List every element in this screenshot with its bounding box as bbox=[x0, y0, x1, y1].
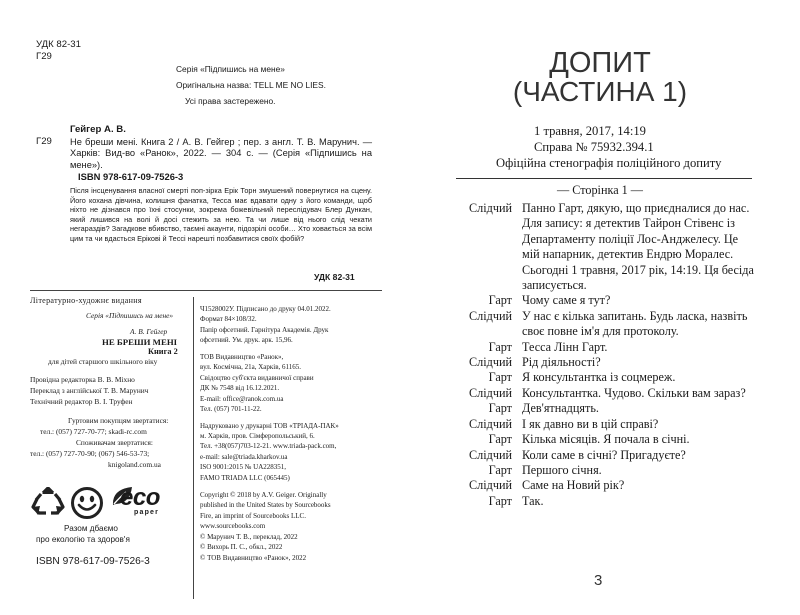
isbn-line: ISBN 978-617-09-7526-3 bbox=[78, 171, 184, 182]
transcript-divider bbox=[456, 178, 752, 179]
credit-translator: Переклад з англійської Т. В. Марунич bbox=[30, 386, 149, 395]
copyright-line-6: © Вихорь П. С., обкл., 2022 bbox=[200, 543, 283, 551]
speaker-label: Слідчий bbox=[469, 447, 512, 462]
case-line: Справа № 75932.394.1 bbox=[534, 140, 654, 154]
publisher-line-2: вул. Космічна, 21а, Харків, 61165. bbox=[200, 363, 302, 371]
speaker-label: Гарт bbox=[488, 293, 512, 308]
eco-logo-text: eco bbox=[120, 484, 160, 511]
utterance-text: Кілька місяців. Я почала в січні. bbox=[522, 432, 690, 447]
utterance-text: Так. bbox=[522, 493, 544, 508]
printer-line-4: e-mail: sale@triada.kharkov.ua bbox=[200, 453, 288, 461]
horizontal-divider bbox=[30, 290, 382, 291]
dialog-row bbox=[408, 494, 758, 509]
speaker-label: Слідчий bbox=[469, 355, 512, 370]
dialog-row bbox=[408, 201, 758, 293]
dialog-row bbox=[408, 370, 758, 385]
utterance-text: Я консультантка із соцмереж. bbox=[522, 370, 676, 385]
dialog-row bbox=[408, 340, 758, 355]
imprint-line-1: Ч1528002У. Підписано до друку 04.01.2022. bbox=[200, 305, 331, 313]
credit-editor: Провідна редакторка В. В. Міхно bbox=[30, 375, 135, 384]
udk-top: УДК 82-31 bbox=[36, 39, 81, 50]
utterance-text: Чому саме я тут? bbox=[522, 293, 611, 308]
date-line: 1 травня, 2017, 14:19 bbox=[534, 124, 646, 138]
dialog-row bbox=[408, 293, 758, 308]
index-top: Г29 bbox=[36, 51, 52, 62]
copyright-line-3: Fire, an imprint of Sourcebooks LLC. bbox=[200, 512, 306, 520]
eco-caption-2: про екологію та здоров'я bbox=[36, 535, 130, 544]
speaker-label: Слідчий bbox=[469, 385, 512, 400]
publisher-line-1: ТОВ Видавництво «Ранок», bbox=[200, 353, 284, 361]
publisher-line-6: Тел. (057) 701-11-22. bbox=[200, 405, 262, 413]
consumer-label: Споживачам звертатися: bbox=[76, 438, 153, 447]
chapter-title-line-2: (ЧАСТИНА 1) bbox=[512, 76, 688, 107]
udk-bottom: УДК 82-31 bbox=[314, 272, 355, 282]
utterance-text: Дев'ятнадцять. bbox=[522, 401, 599, 416]
publisher-line-5: E-mail: office@ranok.com.ua bbox=[200, 395, 284, 403]
speaker-label: Гарт bbox=[488, 493, 512, 508]
utterance-text: Рід діяльності? bbox=[522, 355, 601, 370]
utterance-text: Першого січня. bbox=[522, 462, 602, 477]
speaker-label: Гарт bbox=[488, 401, 512, 416]
speaker-label: Гарт bbox=[488, 462, 512, 477]
dialog-row bbox=[408, 417, 758, 432]
utterance-text: Саме на Новий рік? bbox=[522, 478, 625, 493]
speaker-label: Слідчий bbox=[469, 308, 512, 323]
series-line: Серія «Підпишись на мене» bbox=[176, 64, 285, 74]
imprint-line-4: офсетний. Ум. друк. арк. 15,96. bbox=[200, 336, 293, 344]
dialog-row bbox=[408, 355, 758, 370]
imprint-line-3: Папір офсетний. Гарнітура Академія. Друк bbox=[200, 326, 329, 334]
printer-line-1: Надруковано у друкарні ТОВ «ТРІАДА-ПАК» bbox=[200, 422, 339, 430]
speaker-label: Гарт bbox=[488, 370, 512, 385]
vertical-divider bbox=[193, 297, 194, 599]
utterance-text: Коли саме в січні? Пригадуєте? bbox=[522, 447, 686, 462]
index-mid: Г29 bbox=[36, 136, 52, 147]
utterance-text: Тесса Лінн Гарт. bbox=[522, 339, 608, 354]
speaker-label: Слідчий bbox=[469, 478, 512, 493]
dialog-row bbox=[408, 463, 758, 478]
transcript-dialog bbox=[408, 201, 758, 509]
recycle-icon bbox=[30, 487, 66, 519]
imprint-line-2: Формат 84×108/32. bbox=[200, 315, 257, 323]
isbn-bottom: ISBN 978-617-09-7526-3 bbox=[36, 556, 150, 567]
series-small: Серія «Підпишись на мене» bbox=[86, 311, 174, 320]
speaker-label: Слідчий bbox=[469, 416, 512, 431]
smiley-icon bbox=[70, 486, 104, 520]
speaker-label: Гарт bbox=[488, 432, 512, 447]
utterance-text: Панно Гарт, дякую, що приєдналися до нас. Для запису: я детектив Тайрон Стівенс із Департаменту поліції Лос-Анджелесу. Це мій напарник, детектив Ендрю Моралес. Сьогодні 1 травня, 2017 рік, 14:19. Ця бесіда записується. bbox=[522, 201, 754, 293]
dialog-row bbox=[408, 448, 758, 463]
copyright-line-1: Copyright © 2018 by A.V. Geiger. Originally bbox=[200, 491, 327, 499]
eco-logo-subtext: paper bbox=[134, 509, 160, 516]
utterance-text: І як давно ви в цій справі? bbox=[522, 416, 659, 431]
rights-line: Усі права застережено. bbox=[185, 96, 276, 106]
official-line: Офіційна стенографія поліційного допиту bbox=[496, 156, 722, 170]
wholesale-label: Гуртовим покупцям звертатися: bbox=[68, 416, 169, 425]
audience-line: для дітей старшого шкільного віку bbox=[48, 357, 158, 366]
printer-line-3: Тел. +38(057)703-12-21. www.triada-pack.com, bbox=[200, 442, 337, 450]
printer-line-6: FAMO TRIADA LLC (065445) bbox=[200, 474, 290, 482]
printer-line-5: ISO 9001:2015 № UA228351, bbox=[200, 463, 287, 471]
chapter-title-line-1: ДОПИТ bbox=[549, 47, 651, 79]
book-number: Книга 2 bbox=[148, 347, 178, 356]
publisher-line-4: ДК № 7548 від 16.12.2021. bbox=[200, 384, 280, 392]
dialog-row bbox=[408, 386, 758, 401]
speaker-label: Слідчий bbox=[469, 201, 512, 215]
credit-tech-editor: Технічний редактор В. І. Труфен bbox=[30, 397, 133, 406]
utterance-text: У нас є кілька запитань. Будь ласка, назвіть своє повне ім'я для протоколу. bbox=[522, 308, 748, 339]
original-title: Оригінальна назва: TELL ME NO LIES. bbox=[176, 80, 326, 90]
genre-line: Літературно-художнє видання bbox=[30, 296, 142, 305]
printer-line-2: м. Харків, пров. Сімферопольський, 6. bbox=[200, 432, 315, 440]
dialog-row bbox=[408, 432, 758, 447]
dialog-row bbox=[408, 478, 758, 493]
publisher-line-3: Свідоцтво суб'єкта видавничої справи bbox=[200, 374, 314, 382]
bibliographic-description: Не бреши мені. Книга 2 / А. В. Гейгер ; пер. з англ. Т. В. Марунич. — Харків: Вид-во «Ранок», 2022. — 304 с. — (Серія «Підпишись на мене»). bbox=[70, 137, 372, 170]
dialog-row bbox=[408, 309, 758, 340]
book-annotation: Після інсценування власної смерті поп-зірка Ерік Торн змушений повернутися на сцену. Його кохана дівчина, колишня фанатка, Тесса має вдавати одну з його команди, щоб ніхто не дізнався про їхні стосунки, зокрема божевільний переслідувач Блер Дункан, який лишився на волі й досі стежить за нею. Та чи лише від нього слід чекати негараздів? Загадкове вбивство, таємні акаунти, підозрілі особи… Хто ховається за всім цим та чи вдасться Ерікові й Тессі нарешті позбавитися своїх фобій? bbox=[70, 186, 372, 243]
page-number: 3 bbox=[594, 572, 603, 589]
copyright-line-7: © ТОВ Видавництво «Ранок», 2022 bbox=[200, 554, 307, 562]
title-caps: НЕ БРЕШИ МЕНІ bbox=[102, 337, 178, 347]
utterance-text: Консультантка. Чудово. Скільки вам зараз? bbox=[522, 385, 746, 400]
copyright-line-5: © Марунич Т. В., переклад, 2022 bbox=[200, 533, 298, 541]
consumer-site: knigoland.com.ua bbox=[108, 460, 161, 469]
copyright-line-4: www.sourcebooks.com bbox=[200, 522, 266, 530]
author-heading: Гейгер А. В. bbox=[70, 124, 126, 135]
wholesale-phone: тел.: (057) 727-70-77; skadi-rc.com bbox=[40, 427, 147, 436]
copyright-line-2: published in the United States by Sourcebooks bbox=[200, 501, 331, 509]
eco-caption-1: Разом дбаємо bbox=[64, 524, 118, 533]
speaker-label: Гарт bbox=[488, 339, 512, 354]
right-page bbox=[400, 0, 800, 615]
page-marker: — Сторінка 1 — bbox=[557, 183, 643, 197]
consumer-phone: тел.: (057) 727-70-90; (067) 546-53-73; bbox=[30, 449, 150, 458]
dialog-row bbox=[408, 401, 758, 416]
author-small: А. В. Гейгер bbox=[130, 327, 168, 336]
